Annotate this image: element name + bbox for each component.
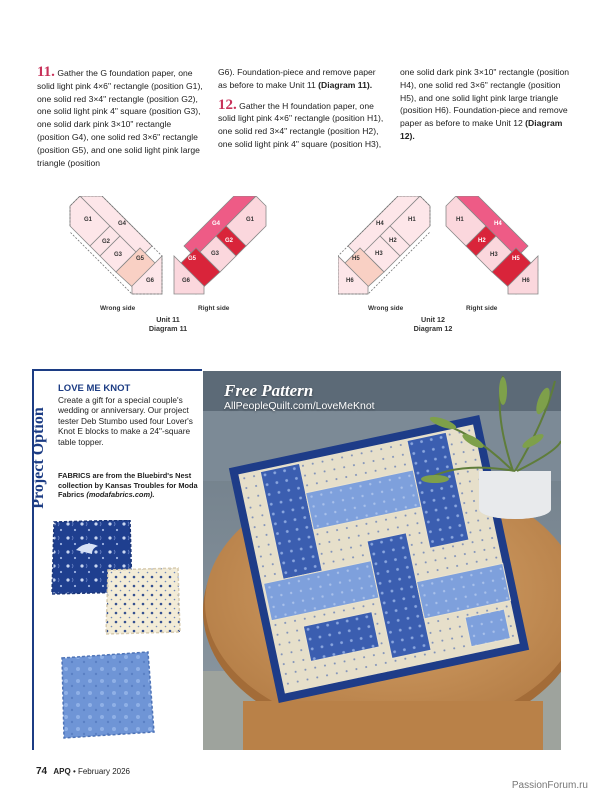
step-text: Gather the G foundation paper, one solid light pink 4×6" rectangle (position G1), one solid red 3×4" rectangle (position G2), one solid light pink 4" square (position G3), one solid dark pink 3×10" rectangle (position G4), one solid red 3×6" rectangle (position G5), and one solid light pink large triangle (position	[37, 68, 203, 168]
piece-label: G1	[84, 217, 93, 223]
issue-date: • February 2026	[72, 767, 130, 776]
unit-12-caption	[383, 315, 483, 333]
piece-label: H3	[375, 251, 383, 257]
project-option-tab	[28, 378, 50, 538]
watermark: PassionForum.ru	[511, 780, 588, 791]
piece-label: G5	[136, 256, 145, 262]
page-footer	[36, 766, 130, 777]
sidebar-title: LOVE ME KNOT	[58, 383, 131, 394]
step-text: G6). Foundation-piece and remove paper as before to make Unit 11	[218, 67, 376, 90]
right-side-label: Right side	[466, 305, 498, 312]
piece-label: G3	[211, 251, 220, 257]
piece-label: G6	[146, 278, 155, 284]
step-column-2	[218, 66, 386, 155]
tab-label: Project Option	[30, 407, 47, 509]
fabrics-site: (modafabrics.com).	[86, 490, 155, 500]
step-text: Gather the H foundation paper, one solid light pink 4×6" rectangle (position H1), one solid red 3×4" rectangle (position H2), one solid light pink 4" square (position H3),	[218, 100, 384, 149]
piece-label: H2	[389, 238, 397, 244]
piece-label: H6	[522, 278, 530, 284]
piece-label: H4	[376, 221, 384, 227]
step-text: one solid dark pink 3×10" rectangle (position H4), one solid red 3×6" rectangle (position H5), and one solid light pink large triangle (position H6). Foundation-piece and remove paper as before to make Unit 12	[400, 67, 570, 129]
sidebar-body: Create a gift for a special couple's wedding or anniversary. Our project tester Deb Stumbo used four Lover's Knot E blocks to make a 24"-square table topper.	[58, 395, 193, 447]
table-topper-photo	[203, 371, 561, 750]
wrong-side-label: Wrong side	[368, 305, 404, 312]
free-pattern-url[interactable]: AllPeopleQuilt.com/LoveMeKnot	[224, 400, 375, 412]
piece-label: G4	[212, 221, 221, 227]
piece-label: G1	[246, 217, 255, 223]
piece-label: G4	[118, 221, 127, 227]
piece-label: H2	[478, 238, 486, 244]
diagram-12	[338, 196, 548, 304]
diagram-label: Diagram 11	[148, 324, 188, 333]
swatch-light-blue	[62, 652, 154, 738]
step-11-column-1	[37, 66, 205, 173]
diagram-reference: (Diagram 11).	[318, 79, 373, 90]
magazine-name: APQ	[53, 767, 71, 776]
piece-label: G3	[114, 252, 123, 258]
unit-label: Unit 11	[156, 315, 180, 324]
swatch-cream-dot	[106, 568, 180, 634]
step-number: 11.	[37, 64, 55, 80]
unit-label: Unit 12	[421, 315, 445, 324]
piece-label: H4	[494, 221, 502, 227]
piece-label: G6	[182, 278, 191, 284]
piece-label: H1	[456, 217, 464, 223]
piece-label: H5	[352, 256, 360, 262]
piece-label: G2	[225, 238, 234, 244]
piece-label: H1	[408, 217, 416, 223]
piece-label: H5	[512, 256, 520, 262]
free-pattern-title: Free Pattern	[224, 381, 314, 400]
diagram-label: Diagram 12	[413, 324, 453, 333]
diagram-reference: (Diagram 12).	[400, 118, 563, 141]
piece-label: H3	[490, 252, 498, 258]
piece-label: H6	[346, 278, 354, 284]
piece-label: G5	[188, 256, 197, 262]
unit-11-caption	[118, 315, 218, 333]
fabric-swatches	[50, 520, 200, 745]
wrong-side-label: Wrong side	[100, 305, 136, 312]
piece-label: G2	[102, 239, 111, 245]
page-number: 74	[36, 766, 48, 777]
step-number: 12.	[218, 96, 237, 113]
diagram-11	[66, 196, 276, 304]
right-side-label: Right side	[198, 305, 230, 312]
step-column-3	[400, 66, 570, 147]
sidebar-fabrics	[58, 471, 198, 500]
fabrics-lead: FABRICS are from the Bluebird's Nest collection by Kansas Troubles for Moda Fabrics	[58, 471, 198, 500]
